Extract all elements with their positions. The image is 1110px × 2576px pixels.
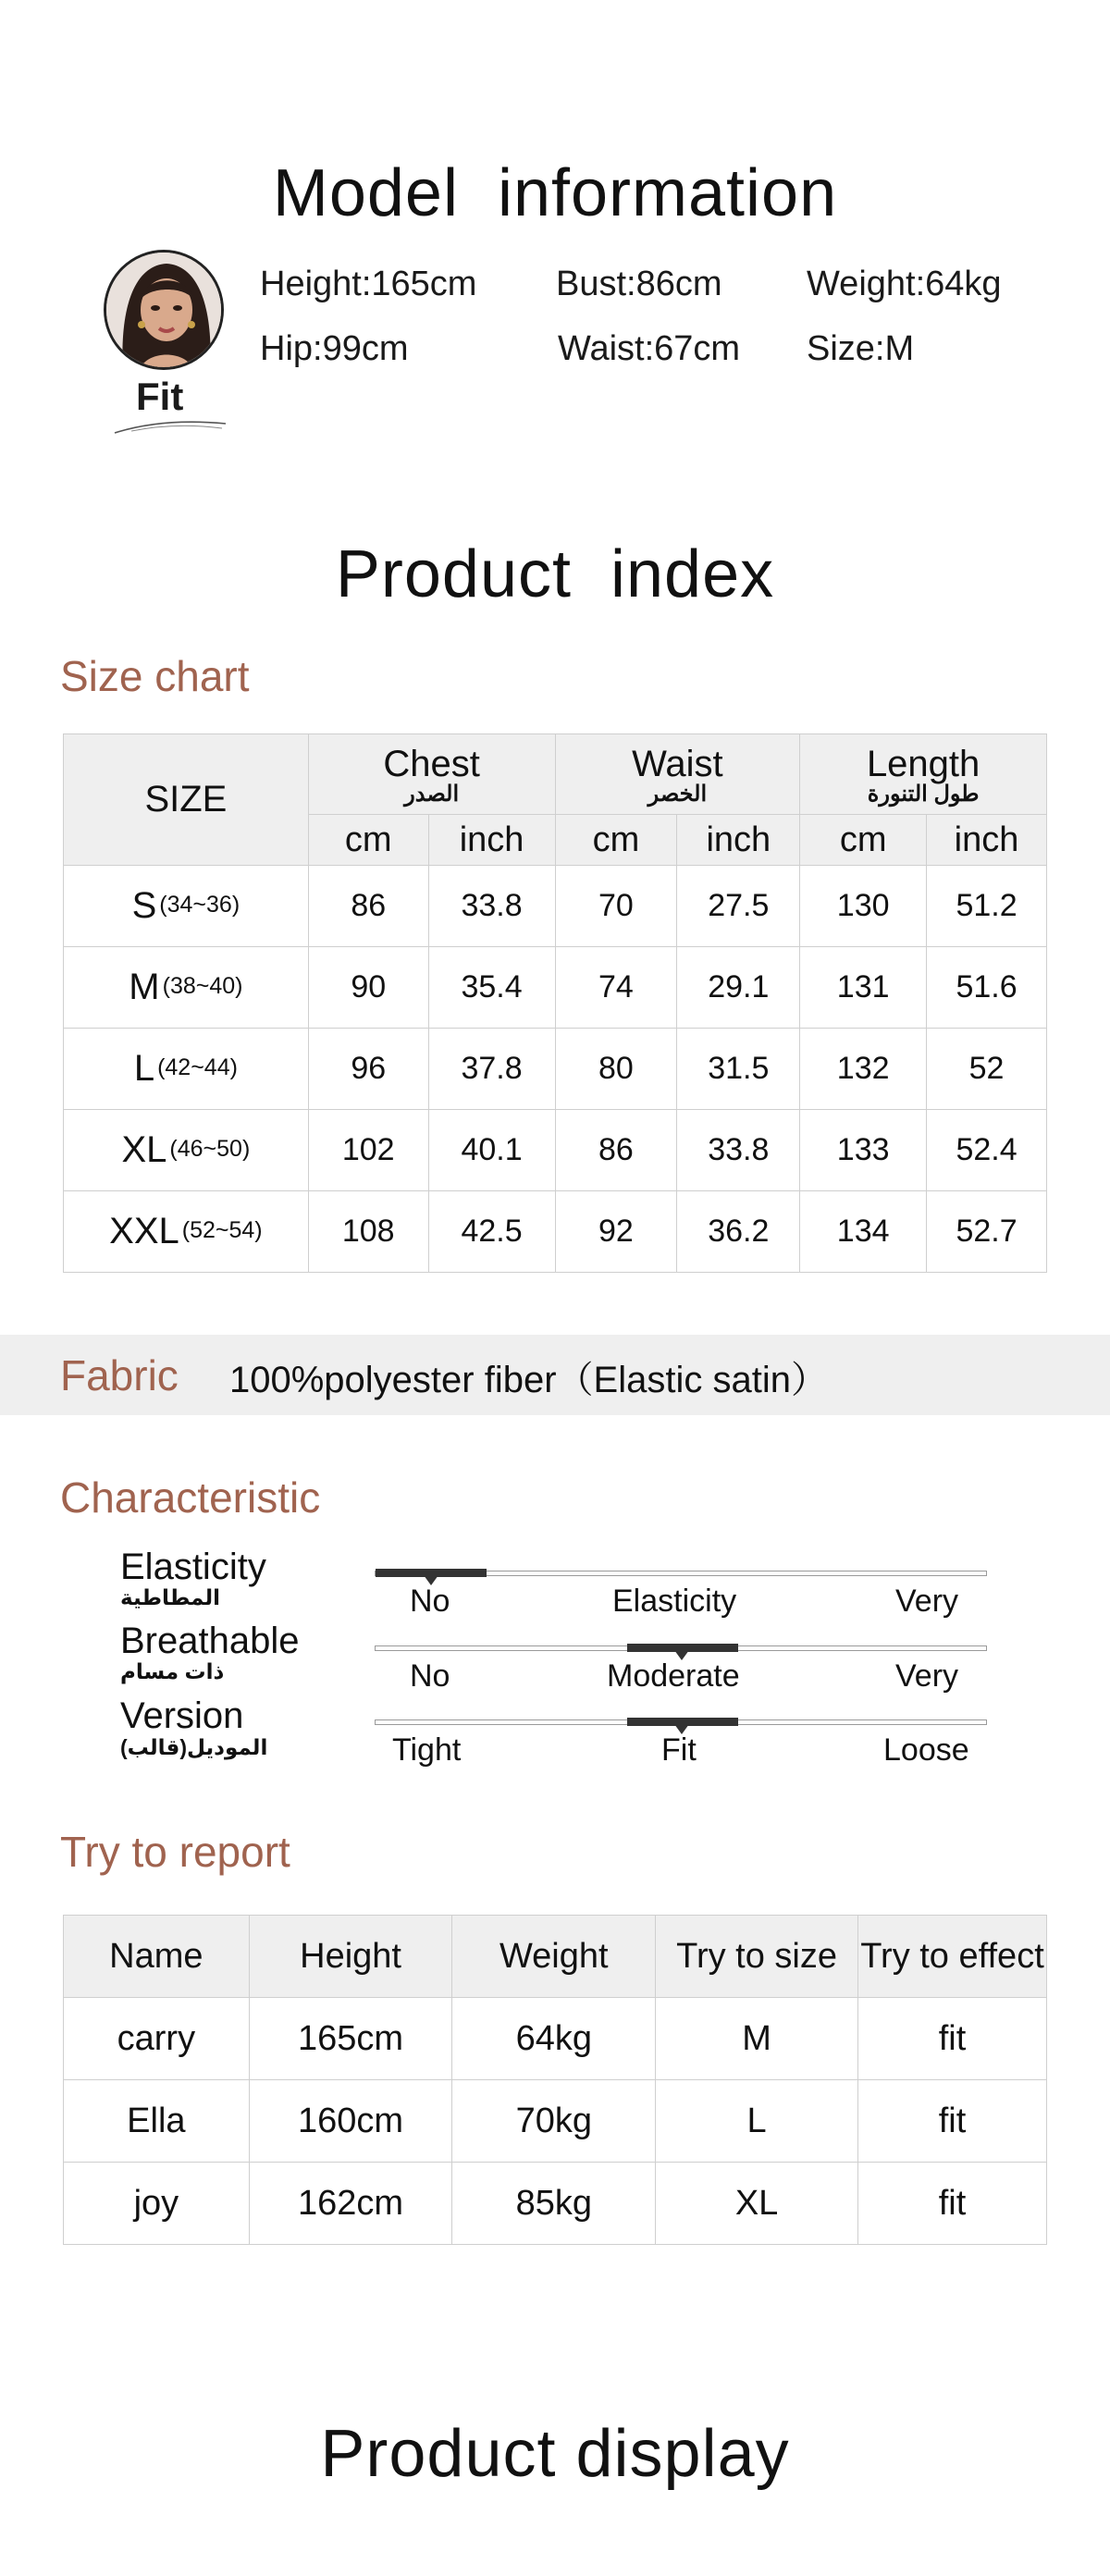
model-waist: Waist:67cm [558,329,741,368]
report-cell: 85kg [452,2163,656,2245]
size-label: M [129,967,160,1007]
value-cell: 33.8 [677,1110,800,1191]
chest-header-en: Chest [383,744,480,784]
unit-header: inch [927,815,1047,866]
size-range: (34~36) [159,892,240,918]
table-row [64,2080,1047,2163]
table-row [64,1998,1047,2080]
report-cell: 160cm [249,2080,452,2163]
value-cell: 108 [308,1191,428,1273]
waist-header [555,734,800,815]
size-cell [64,1029,309,1110]
value-cell: 42.5 [428,1191,555,1273]
breathable-label-ar: ذات مسام [120,1659,225,1683]
breathable-tick-mid: Moderate [607,1658,740,1694]
report-cell: XL [656,2163,858,2245]
length-header [800,734,1047,815]
version-tick-low: Tight [392,1732,462,1768]
size-range: (42~44) [157,1054,238,1080]
report-header-name: Name [64,1916,250,1998]
report-header-weight: Weight [452,1916,656,1998]
model-weight: Weight:64kg [807,265,1002,303]
product-index-title: Product index [335,537,775,611]
value-cell: 90 [308,947,428,1029]
value-cell: 86 [555,1110,677,1191]
value-cell: 35.4 [428,947,555,1029]
report-cell: 165cm [249,1998,452,2080]
fabric-label: Fabric [60,1351,179,1399]
table-row [64,1110,1047,1191]
breathable-scale [375,1645,987,1651]
breathable-label: Breathable [120,1621,300,1661]
model-information-title: Model information [272,156,838,230]
unit-header: inch [428,815,555,866]
size-chart-title: Size chart [60,652,250,700]
size-label: XL [121,1129,167,1170]
size-range: (46~50) [169,1136,251,1162]
breathable-tick-low: No [410,1658,450,1694]
breathable-tick-high: Very [895,1658,959,1694]
model-size: Size:M [807,329,915,368]
version-tick-high: Loose [883,1732,969,1768]
version-tick-mid: Fit [661,1732,697,1768]
value-cell: 52.7 [927,1191,1047,1273]
table-row [64,2163,1047,2245]
report-cell: joy [64,2163,250,2245]
report-cell: 64kg [452,1998,656,2080]
value-cell: 51.6 [927,947,1047,1029]
report-cell: fit [858,1998,1047,2080]
table-row [64,1191,1047,1273]
unit-header: cm [308,815,428,866]
size-cell [64,1110,309,1191]
size-chart-table [63,733,1047,1273]
table-row [64,866,1047,947]
value-cell: 92 [555,1191,677,1273]
value-cell: 29.1 [677,947,800,1029]
elasticity-tick-low: No [410,1584,450,1619]
size-label: S [131,885,157,926]
unit-header: inch [677,815,800,866]
model-hip: Hip:99cm [260,329,409,368]
elasticity-tick-mid: Elasticity [612,1584,737,1619]
value-cell: 52 [927,1029,1047,1110]
fabric-value: 100%polyester fiber（Elastic satin） [229,1360,828,1400]
value-cell: 102 [308,1110,428,1191]
size-range: (52~54) [181,1217,263,1243]
value-cell: 36.2 [677,1191,800,1273]
value-cell: 33.8 [428,866,555,947]
model-bust: Bust:86cm [556,265,722,303]
value-cell: 52.4 [927,1110,1047,1191]
value-cell: 96 [308,1029,428,1110]
fit-logo: Fit [136,375,184,418]
fit-swoosh-icon [113,414,228,438]
value-cell: 70 [555,866,677,947]
value-cell: 27.5 [677,866,800,947]
version-label: Version [120,1695,244,1736]
chest-header [308,734,555,815]
report-cell: carry [64,1998,250,2080]
value-cell: 86 [308,866,428,947]
report-header-effect: Try to effect [858,1916,1047,1998]
try-report-table [63,1915,1047,2245]
report-header-size: Try to size [656,1916,858,1998]
value-cell: 134 [800,1191,927,1273]
value-cell: 130 [800,866,927,947]
length-header-ar: طول التنورة [867,782,980,807]
waist-header-en: Waist [632,744,723,784]
report-cell: 70kg [452,2080,656,2163]
value-cell: 51.2 [927,866,1047,947]
version-scale [375,1719,987,1725]
waist-header-ar: الخصر [648,782,708,807]
value-cell: 132 [800,1029,927,1110]
report-cell: fit [858,2163,1047,2245]
model-avatar [104,250,224,370]
characteristic-title: Characteristic [60,1473,321,1522]
elasticity-scale [375,1571,987,1576]
report-cell: Ella [64,2080,250,2163]
length-header-en: Length [866,744,980,784]
table-row [64,947,1047,1029]
model-height: Height:165cm [260,265,477,303]
value-cell: 74 [555,947,677,1029]
size-range: (38~40) [162,973,243,999]
size-cell [64,947,309,1029]
product-display-title: Product display [320,2417,790,2491]
report-cell: 162cm [249,2163,452,2245]
size-label: L [133,1048,155,1089]
value-cell: 40.1 [428,1110,555,1191]
elasticity-tick-high: Very [895,1584,959,1619]
report-cell: fit [858,2080,1047,2163]
size-label: XXL [109,1211,179,1251]
version-label-ar: الموديل(قالب) [120,1735,268,1759]
value-cell: 133 [800,1110,927,1191]
value-cell: 131 [800,947,927,1029]
value-cell: 37.8 [428,1029,555,1110]
model-portrait-icon [106,253,224,370]
size-cell [64,866,309,947]
value-cell: 80 [555,1029,677,1110]
try-report-title: Try to report [60,1828,290,1876]
value-cell: 31.5 [677,1029,800,1110]
unit-header: cm [800,815,927,866]
size-cell [64,1191,309,1273]
elasticity-label: Elasticity [120,1547,266,1587]
table-row [64,1029,1047,1110]
elasticity-label-ar: المطاطية [120,1585,220,1609]
size-header: SIZE [64,734,309,866]
chest-header-ar: الصدر [404,782,460,807]
report-cell: M [656,1998,858,2080]
report-cell: L [656,2080,858,2163]
report-header-height: Height [249,1916,452,1998]
unit-header: cm [555,815,677,866]
